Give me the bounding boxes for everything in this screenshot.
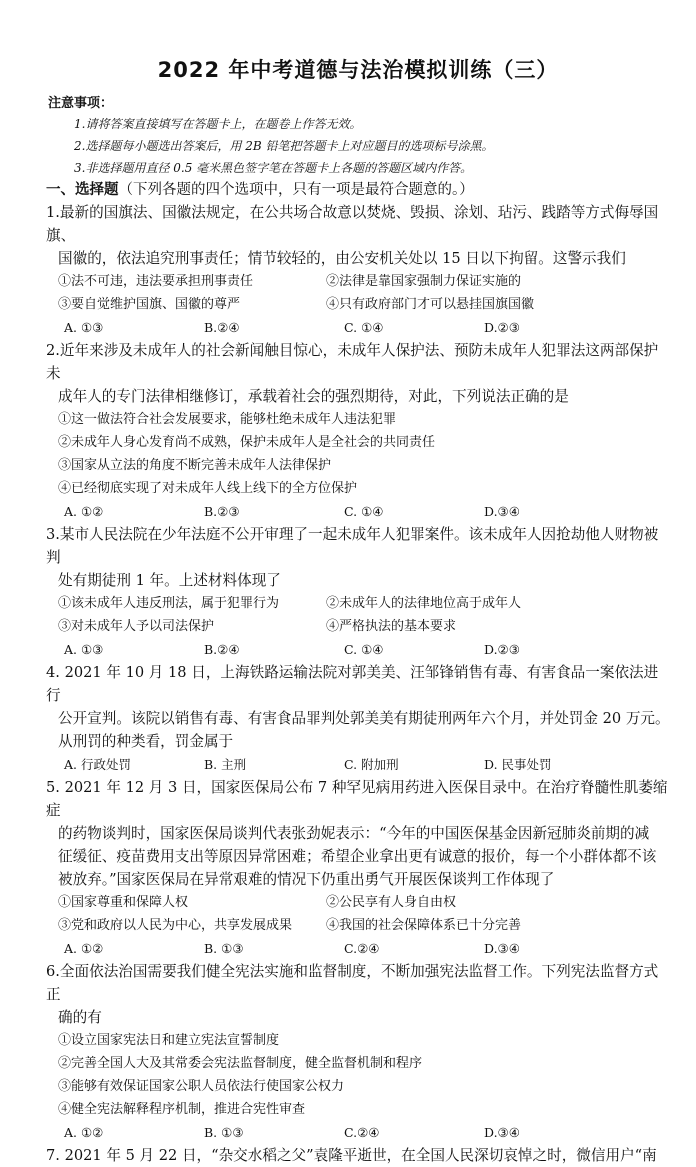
- question-7: [46, 1144, 670, 1167]
- question-line: 1.最新的国旗法、国徽法规定，在公共场合故意以焚烧、毁损、涂划、玷污、践踏等方式侮辱国旗、: [46, 204, 659, 244]
- question-line: 确的有: [58, 1009, 102, 1026]
- note-item: 3.非选择题用直径 0.5 毫米黑色签字笔在答题卡上各题的答题区域内作答。: [74, 161, 473, 175]
- choice-d: D.②③: [484, 642, 520, 657]
- choice-b: B.②③: [204, 504, 240, 519]
- statement: ①国家尊重和保障人权: [58, 895, 189, 910]
- choice-c: C. 附加刑: [344, 757, 399, 772]
- statement-row: [46, 891, 670, 914]
- statement: ③要自觉维护国旗、国徽的尊严: [58, 297, 241, 312]
- choice-b: B.②④: [204, 320, 240, 335]
- choice-row: [46, 316, 670, 339]
- question-5: [46, 776, 670, 960]
- statement: ④健全宪法解释程序机制，推进合宪性审查: [58, 1102, 306, 1117]
- page-title: 2022 年中考道德与法治模拟训练（三）: [157, 58, 559, 82]
- choice-row: [46, 500, 670, 523]
- question-line: 5. 2021 年 12 月 3 日，国家医保局公布 7 种罕见病用药进入医保目录中。在治疗脊髓性肌萎缩症: [46, 779, 668, 819]
- question-6: [46, 960, 670, 1144]
- note-item: 2.选择题每小题选出答案后，用 2B 铅笔把答题卡上对应题目的选项标号涂黑。: [74, 139, 494, 153]
- statement: ③对未成年人予以司法保护: [58, 619, 215, 634]
- statement: ①设立国家宪法日和建立宪法宣誓制度: [58, 1033, 280, 1048]
- statement: ①该未成年人违反刑法，属于犯罪行为: [58, 596, 280, 611]
- choice-d: D. 民事处罚: [484, 757, 552, 772]
- question-2: [46, 339, 670, 523]
- question-4: [46, 661, 670, 776]
- statement: ②法律是靠国家强制力保证实施的: [326, 274, 522, 289]
- choice-a: A. ①②: [64, 941, 104, 956]
- section-description: （下列各题的四个选项中，只有一项是最符合题意的。）: [118, 182, 474, 198]
- question-line: 被放弃。”国家医保局在异常艰难的情况下仍重出勇气开展医保谈判工作体现了: [58, 871, 555, 888]
- statement: ②完善全国人大及其常委会宪法监督制度，健全监督机制和程序: [58, 1056, 423, 1071]
- question-line: 的药物谈判时，国家医保局谈判代表张劲妮表示：“今年的中国医保基金因新冠肺炎前期的减: [58, 825, 650, 842]
- statement-row: [46, 270, 670, 293]
- question-line: 征缓征、疫苗费用支出等原因异常困难；希望企业拿出更有诚意的报价，每一个小群体都不该: [58, 848, 657, 865]
- statement: ③能够有效保证国家公职人员依法行使国家公权力: [58, 1079, 345, 1094]
- statement: ②未成年人的法律地位高于成年人: [326, 596, 522, 611]
- choice-d: D.③④: [484, 1125, 520, 1140]
- choice-c: C.②④: [344, 941, 380, 956]
- statement: ④只有政府部门才可以悬挂国旗国徽: [326, 297, 535, 312]
- choice-a: A. ①②: [64, 1125, 104, 1140]
- question-line: 2.近年来涉及未成年人的社会新闻触目惊心，未成年人保护法、预防未成年人犯罪法这两部保护未: [46, 342, 659, 382]
- statement: ①这一做法符合社会发展要求，能够杜绝未成年人违法犯罪: [58, 412, 397, 427]
- choice-b: B.②④: [204, 642, 240, 657]
- statement: ③党和政府以人民为中心，共享发展成果: [58, 918, 293, 933]
- choice-c: C. ①④: [344, 642, 384, 657]
- choice-c: C. ①④: [344, 320, 384, 335]
- choice-c: C. ①④: [344, 504, 384, 519]
- question-line: 处有期徒刑 1 年。上述材料体现了: [58, 572, 281, 589]
- question-line: 成年人的专门法律相继修订，承载着社会的强烈期待，对此，下列说法正确的是: [58, 388, 569, 405]
- statement-row: [46, 914, 670, 937]
- statement-row: [46, 293, 670, 316]
- question-line: 从刑罚的种类看，罚金属于: [58, 733, 234, 750]
- notes-heading: 注意事项：: [48, 96, 114, 111]
- question-line: 7. 2021 年 5 月 22 日，“杂交水稻之父”袁隆平逝世，在全国人民深切哀悼之时，微信用户“南: [46, 1147, 657, 1164]
- choice-b: B. 主刑: [204, 757, 247, 772]
- choice-a: A. 行政处罚: [64, 757, 131, 772]
- statement: ③国家从立法的角度不断完善未成年人法律保护: [58, 458, 332, 473]
- choice-b: B. ①③: [204, 941, 244, 956]
- note-item: 1.请将答案直接填写在答题卡上，在题卷上作答无效。: [74, 117, 362, 131]
- choice-d: D.③④: [484, 504, 520, 519]
- question-line: 国徽的，依法追究刑事责任；情节较轻的，由公安机关处以 15 日以下拘留。这警示我们: [58, 250, 626, 267]
- statement-row: [46, 592, 670, 615]
- statement: ④我国的社会保障体系已十分完善: [326, 918, 522, 933]
- choice-row: [46, 1121, 670, 1144]
- choice-b: B. ①③: [204, 1125, 244, 1140]
- notes-block: [46, 92, 670, 179]
- statement: ④严格执法的基本要求: [326, 619, 457, 634]
- question-line: 公开宣判。该院以销售有毒、有害食品罪判处郭美美有期徒刑两年六个月，并处罚金 20 万元。: [58, 710, 670, 727]
- statement-row: [46, 615, 670, 638]
- choice-a: A. ①②: [64, 504, 104, 519]
- question-1: [46, 201, 670, 339]
- statement: ①法不可违，违法要承担刑事责任: [58, 274, 254, 289]
- question-3: [46, 523, 670, 661]
- statement: ②公民享有人身自由权: [326, 895, 457, 910]
- question-line: 3.某市人民法院在少年法庭不公开审理了一起未成年人犯罪案件。该未成年人因抢劫他人财物被判: [46, 526, 659, 566]
- choice-c: C.②④: [344, 1125, 380, 1140]
- choice-d: D.②③: [484, 320, 520, 335]
- choice-row: [46, 937, 670, 960]
- choice-row: [46, 753, 670, 776]
- question-line: 6.全面依法治国需要我们健全宪法实施和监督制度，不断加强宪法监督工作。下列宪法监督方式正: [46, 963, 659, 1003]
- section-label: 一、选择题: [46, 181, 119, 198]
- statement: ②未成年人身心发育尚不成熟，保护未成年人是全社会的共同责任: [58, 435, 436, 450]
- choice-row: [46, 638, 670, 661]
- section-heading: [46, 179, 670, 201]
- question-line: 4. 2021 年 10 月 18 日，上海铁路运输法院对郭美美、汪邹锋销售有毒、有害食品一案依法进行: [46, 664, 659, 704]
- statement: ④已经彻底实现了对未成年人线上线下的全方位保护: [58, 481, 358, 496]
- choice-a: A. ①③: [64, 320, 104, 335]
- choice-a: A. ①③: [64, 642, 104, 657]
- choice-d: D.③④: [484, 941, 520, 956]
